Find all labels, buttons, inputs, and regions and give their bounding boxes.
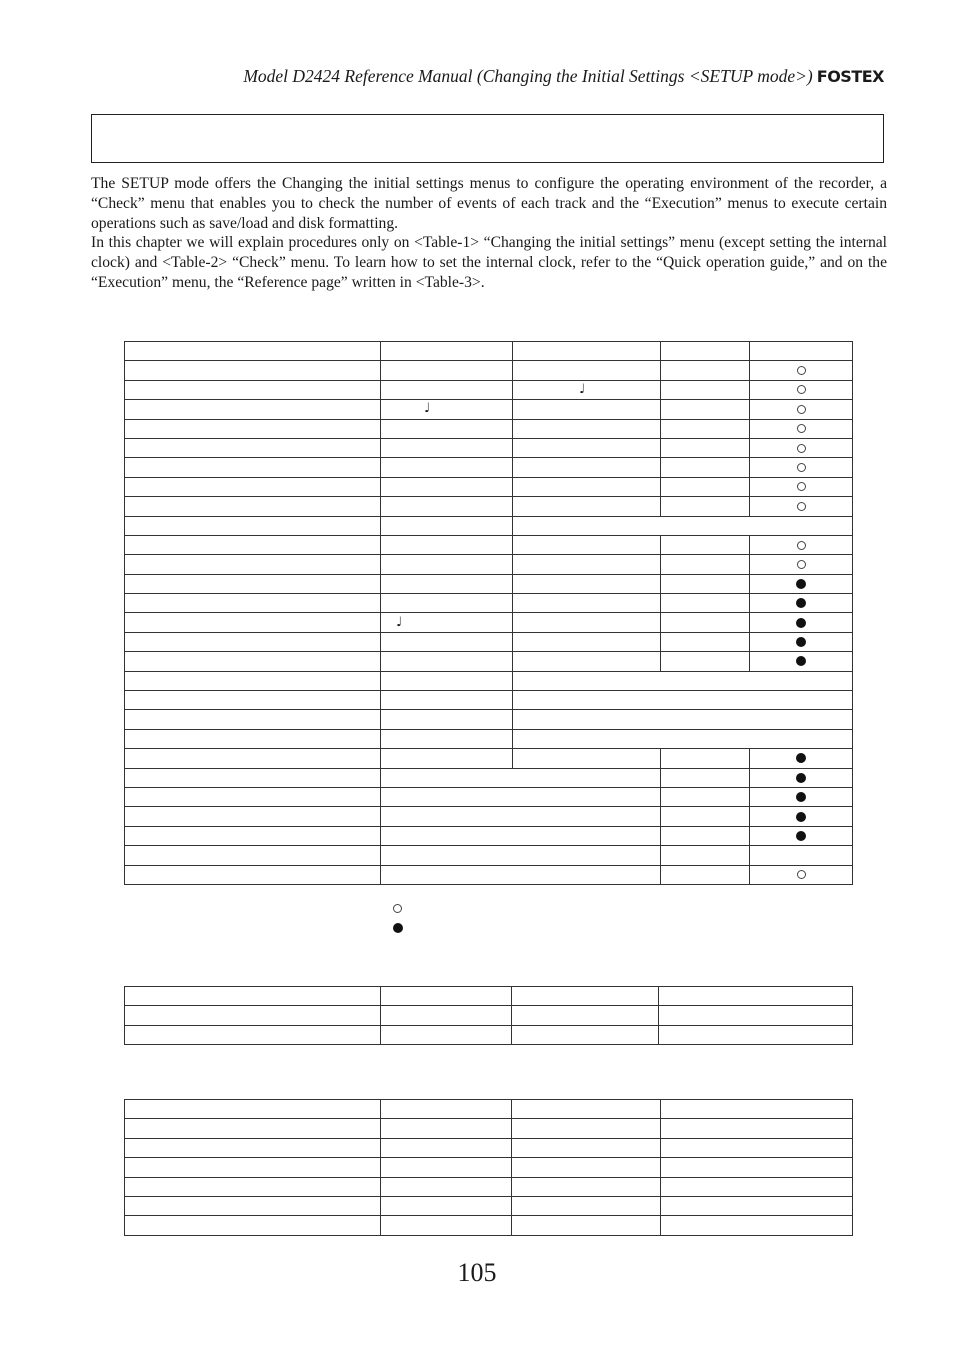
table-row [125, 865, 853, 884]
open-circle-icon [797, 870, 806, 879]
table-row [125, 1177, 853, 1196]
legend-open-circle-icon [393, 904, 402, 913]
open-circle-icon [797, 424, 806, 433]
table-row [125, 749, 853, 768]
filled-circle-icon [796, 579, 806, 589]
open-circle-icon [797, 482, 806, 491]
table-row [125, 671, 853, 690]
page-number: 105 [457, 1258, 497, 1287]
open-circle-icon [797, 560, 806, 569]
table-row [125, 400, 853, 419]
header-title: Model D2424 Reference Manual (Changing the Initial Settings <SETUP mode>) [243, 66, 813, 86]
table-3-execution [124, 1099, 853, 1236]
page-header [243, 66, 884, 87]
table-row [125, 535, 853, 554]
filled-circle-icon [796, 618, 806, 628]
intro-paragraph-1: The SETUP mode offers the Changing the initial settings menus to configure the operating environment of the recorder, a “Check” menu that enables you to check the number of events of each track and the “Execution” menus to execute certain operations such as save/load and disk formatting. [91, 175, 887, 232]
table-row [125, 768, 853, 787]
table-row [125, 1119, 853, 1138]
legend-filled-circle-icon [393, 923, 403, 933]
table-row [125, 826, 853, 845]
intro-text [91, 174, 887, 293]
intro-paragraph-2: In this chapter we will explain procedures only on <Table-1> “Changing the initial settings” menu (except setting the internal clock) and <Table-2> “Check” menu. To learn how to set the internal clock, refer to the “Quick operation guide,” and on the “Execution” menu, the “Reference page” written in <Table-3>. [91, 234, 887, 291]
table-row [125, 787, 853, 806]
table-row [125, 987, 853, 1006]
open-circle-icon [797, 405, 806, 414]
table-row [125, 729, 853, 748]
filled-circle-icon [796, 792, 806, 802]
open-circle-icon [797, 366, 806, 375]
table-row [125, 1216, 853, 1235]
quarter-note-icon: ♩ [396, 614, 403, 630]
table-row [125, 419, 853, 438]
table-row [125, 652, 853, 671]
table-row [125, 613, 853, 632]
table-row [125, 380, 853, 399]
table-row [125, 807, 853, 826]
table-row [125, 1025, 853, 1044]
table-row [125, 361, 853, 380]
table-row [125, 594, 853, 613]
table-row [125, 342, 853, 361]
table-row [125, 438, 853, 457]
table-1-initial-settings [124, 341, 853, 885]
open-circle-icon [797, 502, 806, 511]
table-row [125, 458, 853, 477]
table-row [125, 1158, 853, 1177]
open-circle-icon [797, 385, 806, 394]
table-row [125, 1138, 853, 1157]
table-row [125, 710, 853, 729]
table-row [125, 691, 853, 710]
filled-circle-icon [796, 656, 806, 666]
table-row [125, 555, 853, 574]
table-2-check [124, 986, 853, 1045]
filled-circle-icon [796, 812, 806, 822]
table-row [125, 632, 853, 651]
table-row [125, 516, 853, 535]
table-row [125, 1100, 853, 1119]
filled-circle-icon [796, 831, 806, 841]
table-row [125, 574, 853, 593]
open-circle-icon [797, 444, 806, 453]
open-circle-icon [797, 463, 806, 472]
table-row [125, 846, 853, 865]
filled-circle-icon [796, 753, 806, 763]
table-row [125, 1006, 853, 1025]
quarter-note-icon: ♩ [424, 401, 431, 417]
filled-circle-icon [796, 598, 806, 608]
filled-circle-icon [796, 637, 806, 647]
chapter-title-box [91, 114, 884, 163]
open-circle-icon [797, 541, 806, 550]
fostex-logo: FOSTEX [816, 67, 884, 86]
table-row [125, 477, 853, 496]
table-row [125, 1196, 853, 1215]
filled-circle-icon [796, 773, 806, 783]
quarter-note-icon: ♩ [579, 381, 586, 397]
table-row [125, 497, 853, 516]
